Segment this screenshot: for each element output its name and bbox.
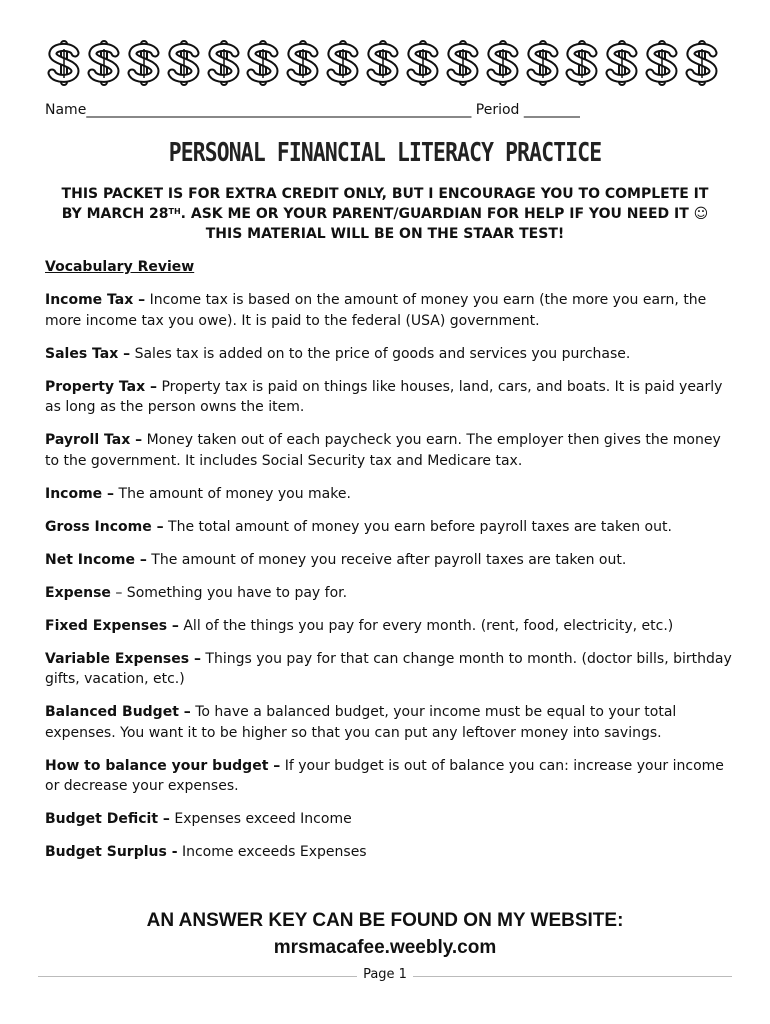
vocab-item [45, 377, 735, 418]
intro-line-2 [40, 204, 730, 224]
vocab-item [45, 616, 735, 637]
dollar-sign-icon [207, 40, 241, 86]
vocab-term: Net Income – [45, 551, 147, 568]
dollar-sign-icon [446, 40, 480, 86]
vocab-definition: The amount of money you receive after payroll taxes are taken out. [146, 551, 627, 568]
dollar-sign-icon [685, 40, 719, 86]
dollar-sign-icon [167, 40, 201, 86]
dollar-sign-icon [246, 40, 280, 86]
vocab-term: Payroll Tax – [45, 432, 143, 448]
vocab-definition: Expenses exceed Income [169, 811, 352, 827]
vocab-definition: Money taken out of each paycheck you earn. The employer then gives the money to the government. It includes Social Security tax and Medicare tax. [45, 432, 721, 469]
period-label: Period [475, 102, 520, 118]
vocab-definition: Income tax is based on the amount of money you earn (the more you earn, the more income tax you owe). It is paid to the federal (USA) government. [45, 292, 707, 329]
intro-line-3: THIS MATERIAL WILL BE ON THE STAAR TEST! [205, 226, 565, 242]
intro-line-2-b: . ASK ME OR YOUR PARENT/GUARDIAN FOR HELP IF YOU NEED IT ☺ [180, 206, 709, 222]
vocab-term: How to balance your budget – [45, 757, 281, 774]
intro-line-1: THIS PACKET IS FOR EXTRA CREDIT ONLY, BUT I ENCOURAGE YOU TO COMPLETE IT [61, 186, 709, 202]
vocab-item [45, 517, 735, 538]
vocab-term: Budget Deficit – [45, 811, 170, 827]
answer-key-line: AN ANSWER KEY CAN BE FOUND ON MY WEBSITE: [146, 910, 624, 931]
intro-line-2-sup: TH [168, 207, 181, 216]
dollar-sign-icon [645, 40, 679, 86]
vocab-item [45, 842, 735, 863]
name-blank[interactable]: _______________________________________________________ [86, 102, 472, 118]
vocab-definition: – Something you have to pay for. [110, 584, 348, 601]
vocab-definition: To have a balanced budget, your income must be equal to your total expenses. You want it to be higher so that you can put any leftover money into savings. [45, 704, 677, 741]
vocab-term: Gross Income – [45, 518, 164, 535]
dollar-sign-border [47, 40, 719, 88]
dollar-sign-icon [47, 40, 81, 86]
vocab-list [45, 290, 735, 875]
vocab-definition: Income exceeds Expenses [177, 844, 367, 860]
vocab-definition: All of the things you pay for every month. (rent, food, electricity, etc.) [178, 617, 674, 634]
dollar-sign-icon [326, 40, 360, 86]
answer-key-notice [0, 907, 770, 961]
page-number-label: Page 1 [357, 967, 413, 982]
vocab-item [45, 649, 735, 690]
dollar-sign-icon [366, 40, 400, 86]
dollar-sign-icon [87, 40, 121, 86]
page-title: PERSONAL FINANCIAL LITERACY PRACTICE [168, 138, 602, 168]
vocab-definition: If your budget is out of balance you can: increase your income or decrease your expenses. [45, 757, 724, 794]
dollar-sign-icon [526, 40, 560, 86]
vocab-definition: Things you pay for that can change month to month. (doctor bills, birthday gifts, vacation, etc.) [45, 650, 732, 687]
name-period-line [45, 102, 725, 118]
vocab-item [45, 702, 735, 743]
dollar-sign-icon [605, 40, 639, 86]
vocab-item [45, 583, 735, 604]
vocab-term: Sales Tax – [45, 345, 131, 362]
vocab-item [45, 809, 735, 830]
dollar-sign-icon [286, 40, 320, 86]
vocab-item [45, 290, 735, 331]
vocab-term: Property Tax – [45, 378, 157, 395]
vocab-item [45, 344, 735, 365]
vocab-item [45, 430, 735, 471]
vocab-heading: Vocabulary Review [45, 259, 195, 275]
name-label: Name [45, 102, 87, 118]
period-blank[interactable]: ________ [523, 102, 580, 118]
vocab-item [45, 756, 735, 797]
vocab-term: Income – [45, 485, 115, 502]
dollar-sign-icon [406, 40, 440, 86]
intro-notice [40, 184, 730, 244]
vocab-term: Fixed Expenses – [45, 617, 179, 634]
vocab-item [45, 484, 735, 505]
vocab-item [45, 550, 735, 571]
website-link[interactable]: mrsmacafee.weebly.com [273, 937, 497, 958]
vocab-definition: The total amount of money you earn before payroll taxes are taken out. [163, 518, 672, 535]
vocab-definition: Property tax is paid on things like houses, land, cars, and boats. It is paid yearly as long as the person owns the item. [45, 378, 723, 415]
dollar-sign-icon [486, 40, 520, 86]
vocab-term: Budget Surplus - [45, 844, 178, 860]
vocab-term: Expense [45, 584, 111, 601]
vocab-term: Income Tax – [45, 292, 146, 308]
intro-line-2-a: BY MARCH 28 [61, 206, 169, 222]
vocab-definition: Sales tax is added on to the price of goods and services you purchase. [130, 345, 631, 362]
dollar-sign-icon [127, 40, 161, 86]
vocab-term: Balanced Budget – [45, 704, 191, 720]
dollar-sign-icon [565, 40, 599, 86]
page-number [0, 967, 770, 982]
vocab-term: Variable Expenses – [45, 650, 201, 667]
vocab-definition: The amount of money you make. [114, 485, 351, 502]
